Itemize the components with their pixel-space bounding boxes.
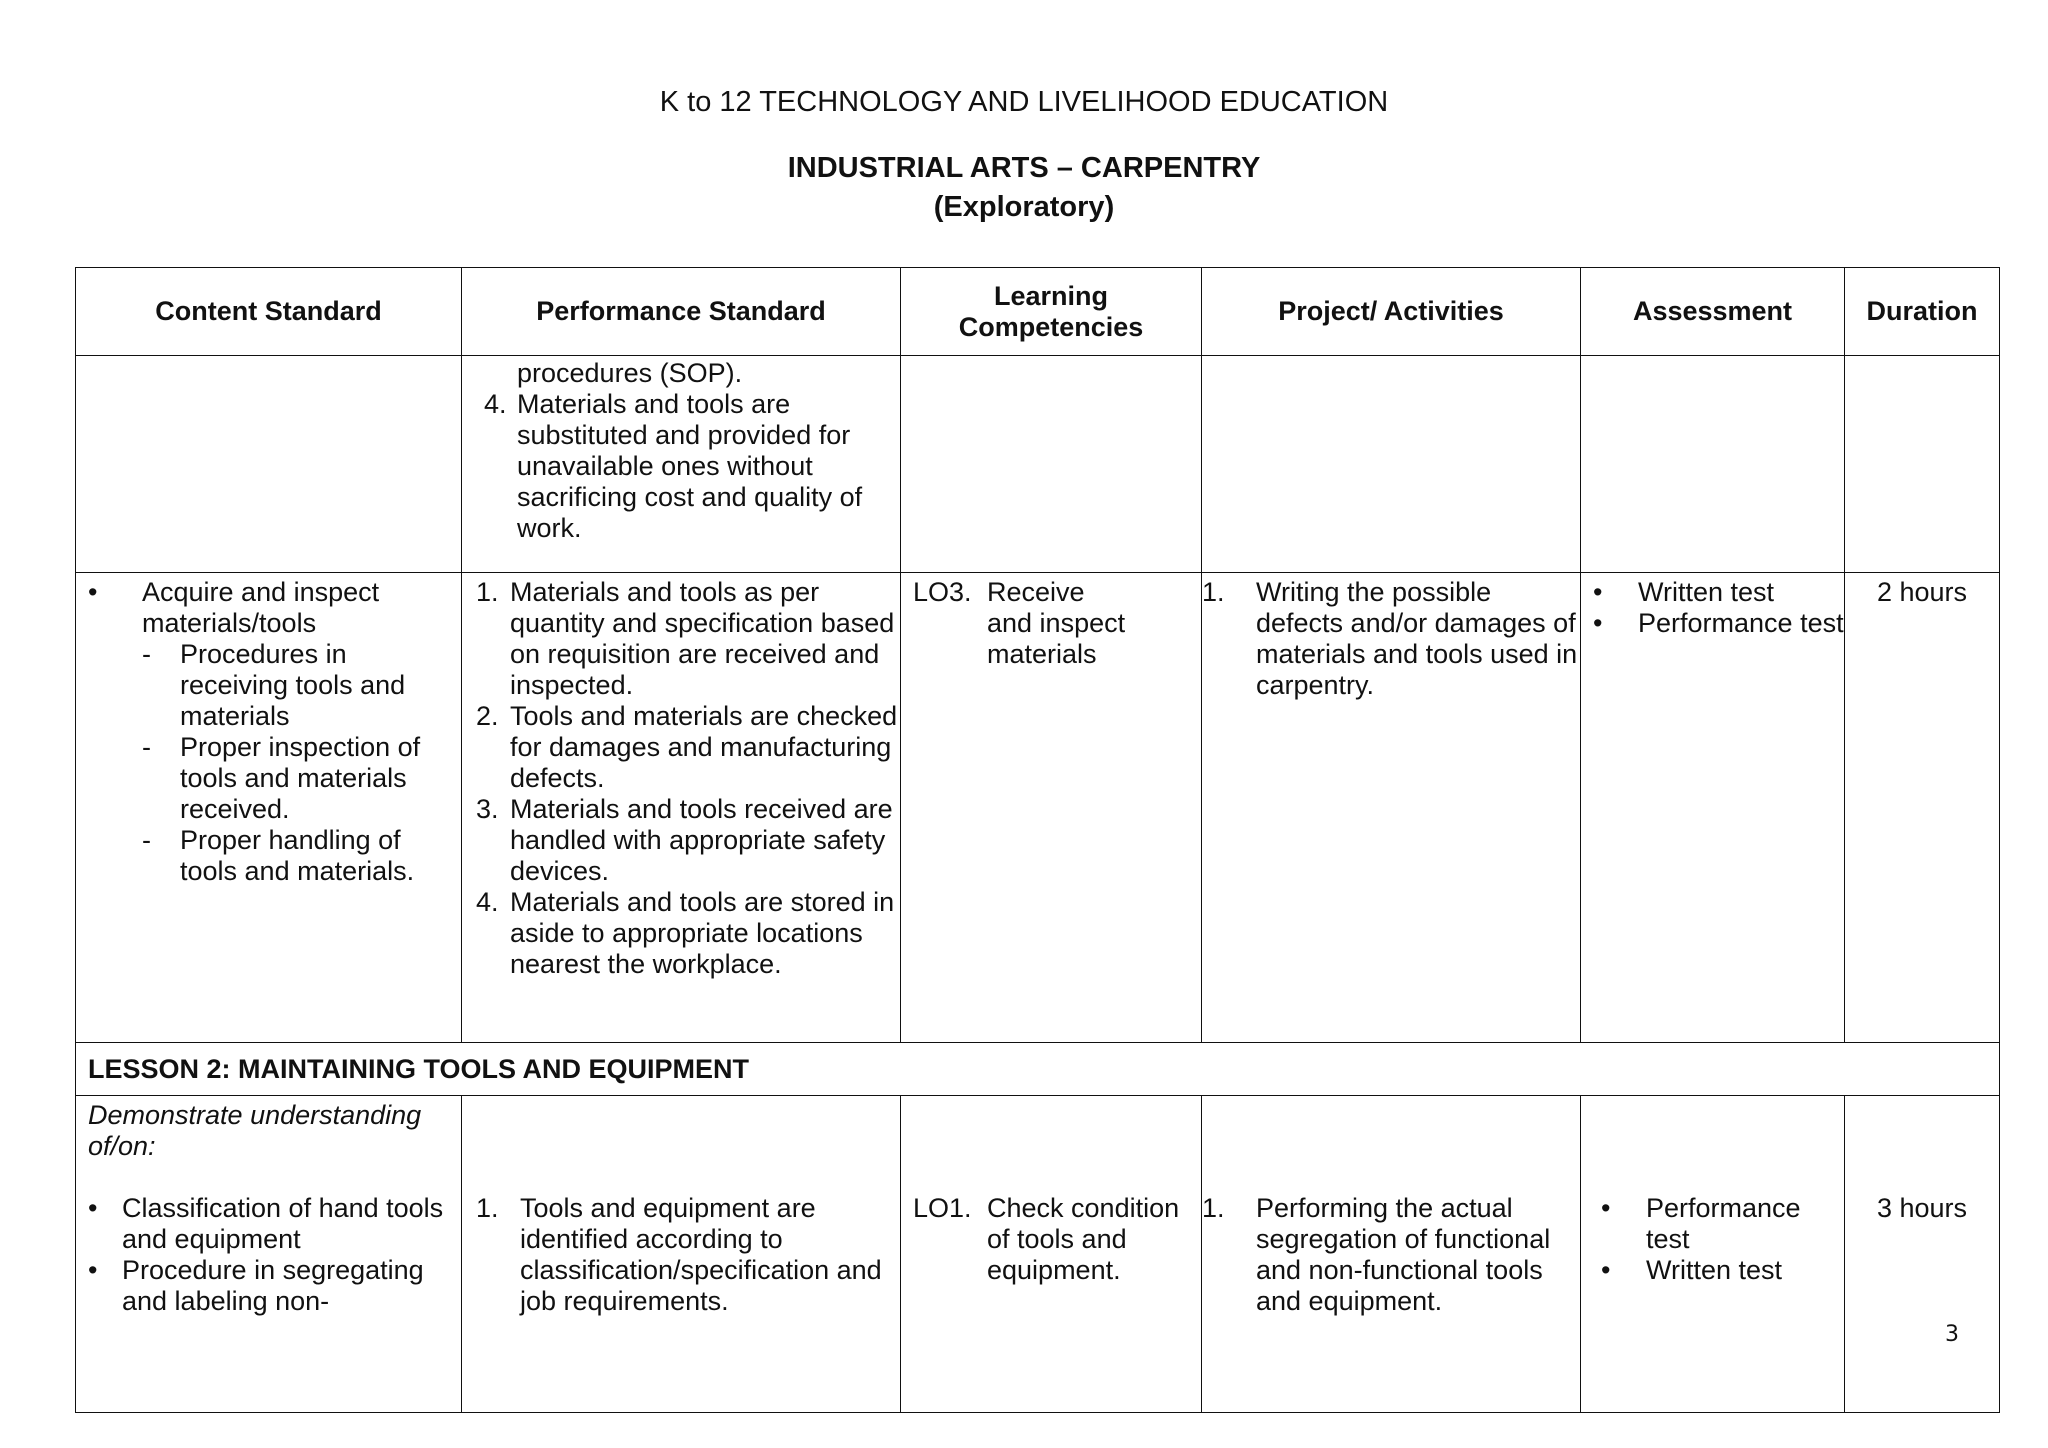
col-header-assessment: Assessment (1581, 268, 1845, 356)
lo-text: Check condition of tools and equipment. (987, 1193, 1180, 1285)
list-item: 1. Tools and equipment are identified according to classification/specification and job requirements. (506, 1193, 900, 1317)
list-item: - Proper handling of tools and materials. (132, 825, 461, 887)
table-row (76, 573, 2000, 1043)
list-item: • Acquire and inspect materials/tools - Procedures in receiving tools and materials - Proper inspection of tools and materials received. - Proper handling of tools and materials. (88, 577, 461, 887)
col-header-content: Content Standard (76, 268, 462, 356)
list-item: 1. Materials and tools as per quantity and specification based on requisition are received and inspected. (506, 577, 900, 701)
list-item: • Procedure in segregating and labeling non- (88, 1255, 461, 1317)
list-item: 2. Tools and materials are checked for damages and manufacturing defects. (506, 701, 900, 794)
table-row (76, 356, 2000, 573)
cell-learning (901, 1096, 1202, 1413)
cell-duration: 3 hours (1845, 1096, 2000, 1413)
col-header-project: Project/ Activities (1202, 268, 1581, 356)
cell-duration (1845, 356, 2000, 573)
list-item: 4. Materials and tools are stored in aside to appropriate locations nearest the workplace. (506, 887, 900, 980)
cell-project (1202, 573, 1581, 1043)
cell-content (76, 573, 462, 1043)
list-item: • Written test (1601, 1255, 1844, 1286)
list-item: - Proper inspection of tools and materials received. (132, 732, 461, 825)
performance-item: Materials and tools are substituted and provided for unavailable ones without sacrificing cost and quality of work. (517, 389, 863, 543)
table-header-row (76, 268, 2000, 356)
curriculum-table (75, 267, 2000, 1413)
cell-performance (462, 573, 901, 1043)
list-item: - Procedures in receiving tools and materials (132, 639, 461, 732)
doc-subtitle: INDUSTRIAL ARTS – CARPENTRY (787, 152, 1261, 184)
cell-content: Demonstrate understanding of/on: • Classification of hand tools and equipment • Procedure in segregating and labeling non- (76, 1096, 462, 1413)
cell-content (76, 356, 462, 573)
cell-assessment (1581, 573, 1845, 1043)
list-item: • Classification of hand tools and equipment (88, 1193, 461, 1255)
cell-duration: 2 hours (1845, 573, 2000, 1043)
cell-project (1202, 1096, 1581, 1413)
list-item: • Written test (1593, 577, 1844, 608)
cell-assessment (1581, 356, 1845, 573)
cell-learning (901, 356, 1202, 573)
lesson-title: LESSON 2: MAINTAINING TOOLS AND EQUIPMENT (76, 1043, 2000, 1096)
col-header-performance: Performance Standard (462, 268, 901, 356)
lo-code: LO1. (913, 1193, 972, 1223)
list-item: 3. Materials and tools received are handled with appropriate safety devices. (506, 794, 900, 887)
doc-subtitle-type: (Exploratory) (933, 191, 1115, 223)
list-item: • Performance test (1601, 1193, 1844, 1255)
page-number: 3 (1945, 1322, 1959, 1347)
lo-text: Receive and inspect materials (987, 577, 1126, 669)
table-row (76, 1096, 2000, 1413)
doc-title: K to 12 TECHNOLOGY AND LIVELIHOOD EDUCATION (659, 86, 1389, 118)
cell-performance (462, 1096, 901, 1413)
list-item: • Performance test (1593, 608, 1844, 639)
cell-assessment (1581, 1096, 1845, 1413)
lo-code: LO3. (913, 577, 972, 607)
list-item: 1. Writing the possible defects and/or damages of materials and tools used in carpentry. (1232, 577, 1580, 701)
list-item: 1. Performing the actual segregation of functional and non-functional tools and equipment. (1232, 1193, 1580, 1317)
lesson-row (76, 1043, 2000, 1096)
cell-project (1202, 356, 1581, 573)
cell-learning (901, 573, 1202, 1043)
col-header-duration: Duration (1845, 268, 2000, 356)
cell-performance: procedures (SOP). 4. Materials and tools are substituted and provided for unavailable ones without sacrificing cost and quality of work. (462, 356, 901, 573)
col-header-learning: Learning Competencies (901, 268, 1202, 356)
